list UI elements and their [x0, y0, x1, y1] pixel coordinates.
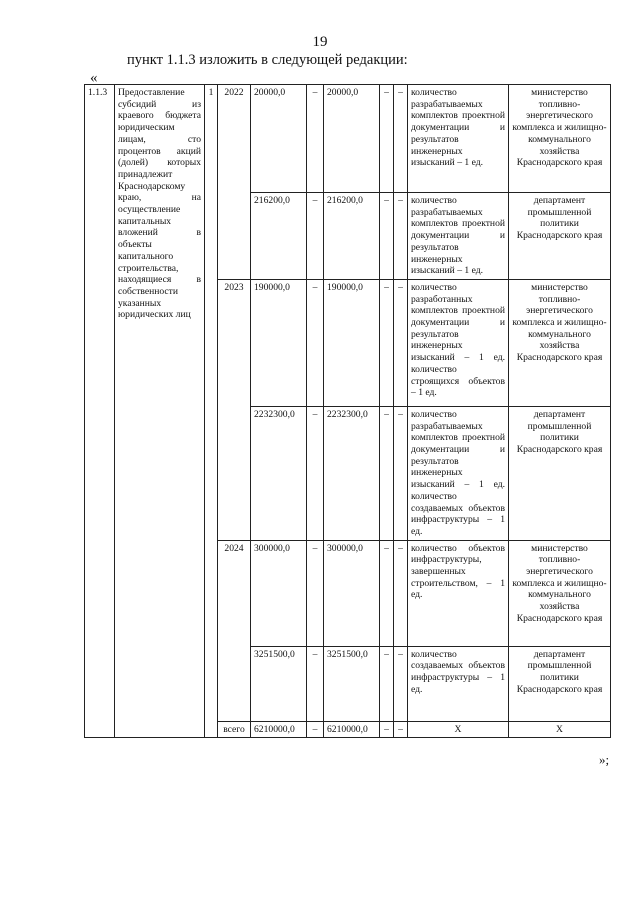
- amount-total: 6210000,0: [251, 721, 307, 738]
- result-indicator: количество разрабатываемых комплектов проектной документации и результатов инженерных изысканий – 1 ед.: [408, 85, 509, 193]
- year-2022: 2022: [218, 85, 251, 280]
- year-2024: 2024: [218, 540, 251, 721]
- opening-quote: «: [90, 70, 98, 86]
- responsible-body: министерство топливно-энергетического комплекса и жилищно-коммунального хозяйства Краснодарского края: [509, 279, 611, 406]
- regional-budget: 2232300,0: [324, 406, 380, 540]
- responsible-body: департамент промышленной политики Краснодарского края: [509, 193, 611, 280]
- total-label: всего: [218, 721, 251, 738]
- result-indicator: количество разрабатываемых комплектов проектной документации и результатов инженерных изысканий – 1 ед. количество создаваемых объектов инфраструктуры – 1 ед.: [408, 406, 509, 540]
- result-indicator: количество разработанных комплектов проектной документации и результатов инженерных изысканий – 1 ед. количество строящихся объектов – 1 ед.: [408, 279, 509, 406]
- amount-total: 3251500,0: [251, 646, 307, 721]
- page-number: 19: [312, 34, 328, 50]
- result-indicator: количество разрабатываемых комплектов проектной документации и результатов инженерных изысканий – 1 ед.: [408, 193, 509, 280]
- status-code: 1: [205, 85, 218, 738]
- amendment-heading: пункт 1.1.3 изложить в следующей редакции:: [127, 52, 408, 68]
- other-sources: –: [394, 406, 408, 540]
- local-budget: –: [380, 279, 394, 406]
- amount-total: 216200,0: [251, 193, 307, 280]
- local-budget: –: [380, 721, 394, 738]
- local-budget: –: [380, 85, 394, 193]
- regional-budget: 216200,0: [324, 193, 380, 280]
- amount-total: 300000,0: [251, 540, 307, 646]
- regional-budget: 190000,0: [324, 279, 380, 406]
- year-2023: 2023: [218, 279, 251, 540]
- other-sources: –: [394, 721, 408, 738]
- federal-budget: –: [307, 193, 324, 280]
- federal-budget: –: [307, 721, 324, 738]
- result-indicator: количество создаваемых объектов инфраструктуры – 1 ед.: [408, 646, 509, 721]
- regional-budget: 300000,0: [324, 540, 380, 646]
- regional-budget: 3251500,0: [324, 646, 380, 721]
- regional-budget: 6210000,0: [324, 721, 380, 738]
- responsible-body: Х: [509, 721, 611, 738]
- amount-total: 2232300,0: [251, 406, 307, 540]
- other-sources: –: [394, 85, 408, 193]
- item-number: 1.1.3: [85, 85, 115, 738]
- program-table: [84, 84, 611, 738]
- responsible-body: министерство топливно-энергетического комплекса и жилищно-коммунального хозяйства Краснодарского края: [509, 85, 611, 193]
- federal-budget: –: [307, 406, 324, 540]
- regional-budget: 20000,0: [324, 85, 380, 193]
- federal-budget: –: [307, 540, 324, 646]
- local-budget: –: [380, 193, 394, 280]
- table-row: [85, 85, 611, 193]
- federal-budget: –: [307, 646, 324, 721]
- measure-description: Предоставление субсидий из краевого бюджета юридическим лицам, сто процентов акций (долей) которых принадлежит Краснодарскому краю, на осуществление капитальных вложений в объекты капитального строительства, находящиеся в собственности указанных юридических лиц: [115, 85, 205, 738]
- responsible-body: департамент промышленной политики Краснодарского края: [509, 406, 611, 540]
- local-budget: –: [380, 646, 394, 721]
- federal-budget: –: [307, 85, 324, 193]
- other-sources: –: [394, 279, 408, 406]
- amount-total: 20000,0: [251, 85, 307, 193]
- other-sources: –: [394, 540, 408, 646]
- amount-total: 190000,0: [251, 279, 307, 406]
- federal-budget: –: [307, 279, 324, 406]
- other-sources: –: [394, 193, 408, 280]
- result-indicator: Х: [408, 721, 509, 738]
- responsible-body: департамент промышленной политики Краснодарского края: [509, 646, 611, 721]
- result-indicator: количество объектов инфраструктуры, завершенных строительством, – 1 ед.: [408, 540, 509, 646]
- local-budget: –: [380, 540, 394, 646]
- responsible-body: министерство топливно-энергетического комплекса и жилищно-коммунального хозяйства Краснодарского края: [509, 540, 611, 646]
- local-budget: –: [380, 406, 394, 540]
- closing-quote: »;: [599, 752, 610, 767]
- other-sources: –: [394, 646, 408, 721]
